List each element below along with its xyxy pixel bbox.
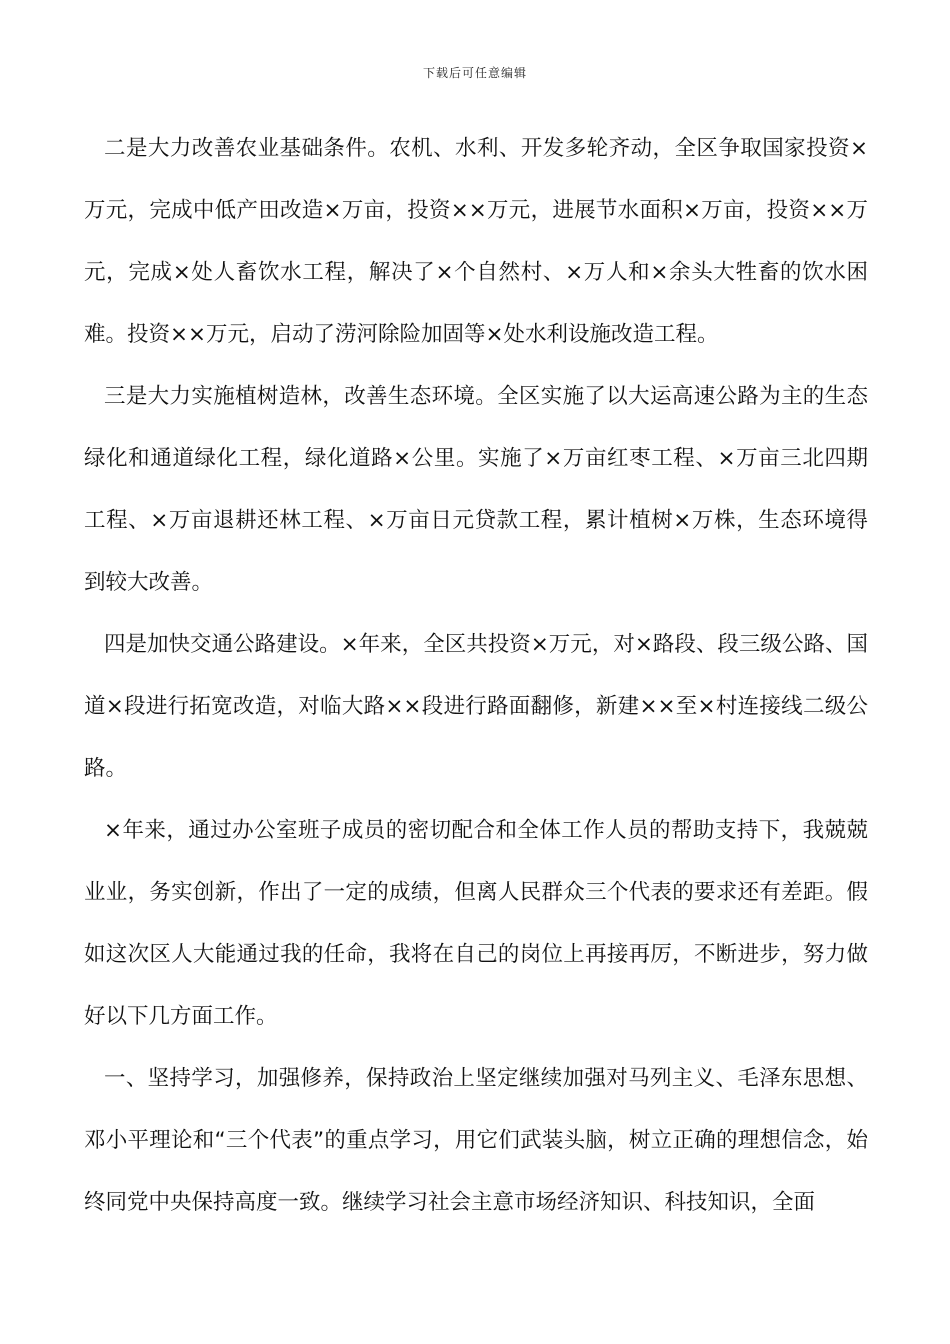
paragraph-transport: 四是加快交通公路建设。×年来，全区共投资×万元，对×路段、段三级公路、国道×段进行拓宽改造，对临大路××段进行路面翻修，新建××至×村连接线二级公路。 xyxy=(84,632,868,781)
document-body xyxy=(84,118,868,1234)
page-header: 下载后可任意编辑 xyxy=(422,66,527,80)
paragraph-summary: ×年来，通过办公室班子成员的密切配合和全体工作人员的帮助支持下，我兢兢业业，务实创新，作出了一定的成绩，但离人民群众三个代表的要求还有差距。假如这次区人大能通过我的任命，我将在自己的岗位上再接再厉，不断进步，努力做好以下几方面工作。 xyxy=(84,818,868,1029)
paragraph-study: 一、坚持学习，加强修养，保持政治上坚定继续加强对马列主义、毛泽东思想、邓小平理论和“三个代表”的重点学习，用它们武装头脑，树立正确的理想信念，始终同党中央保持高度一致。继续学习社会主意市场经济知识、科技知识，全面 xyxy=(84,1066,868,1215)
paragraph-afforestation: 三是大力实施植树造林，改善生态环境。全区实施了以大运高速公路为主的生态绿化和通道绿化工程，绿化道路×公里。实施了×万亩红枣工程、×万亩三北四期工程、×万亩退耕还林工程、×万亩日元贷款工程，累计植树×万株，生态环境得到较大改善。 xyxy=(84,384,868,595)
paragraph-agriculture: 二是大力改善农业基础条件。农机、水利、开发多轮齐动，全区争取国家投资×万元，完成中低产田改造×万亩，投资××万元，进展节水面积×万亩，投资××万元，完成×处人畜饮水工程，解决了×个自然村、×万人和×余头大牲畜的饮水困难。投资××万元，启动了涝河除险加固等×处水利设施改造工程。 xyxy=(84,136,868,347)
